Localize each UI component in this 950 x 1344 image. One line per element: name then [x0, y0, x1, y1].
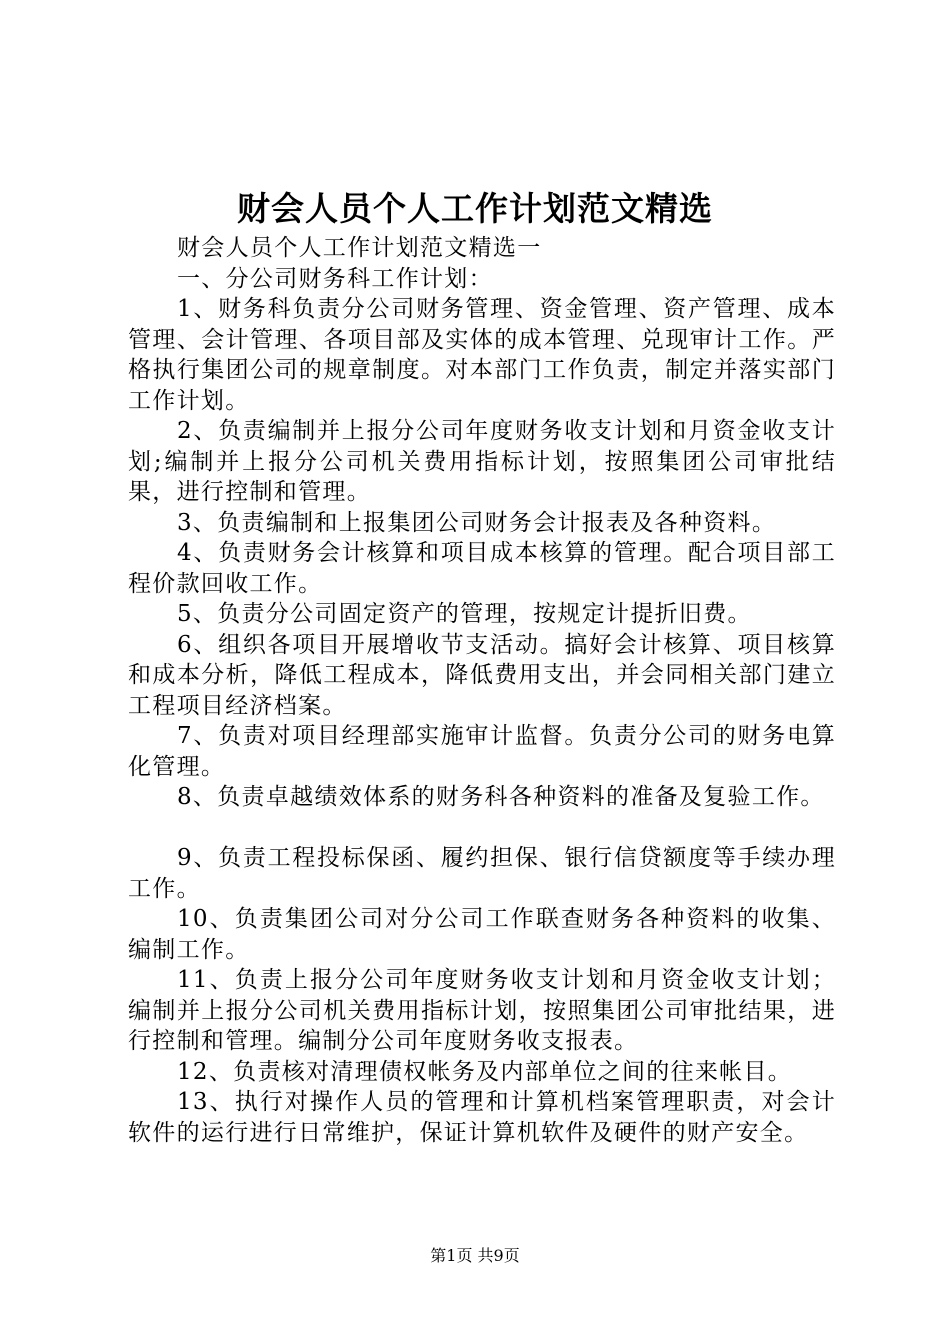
paragraph-item-2: 2、负责编制并上报分公司年度财务收支计划和月资金收支计划;编制并上报分公司机关费用指标计划，按照集团公司审批结果，进行控制和管理。 [128, 418, 836, 505]
paragraph-item-6: 6、组织各项目开展增收节支活动。搞好会计核算、项目核算和成本分析，降低工程成本，降低费用支出，并会同相关部门建立工程项目经济档案。 [128, 631, 836, 719]
paragraph-item-5: 5、负责分公司固定资产的管理，按规定计提折旧费。 [177, 601, 752, 627]
document-body [128, 233, 836, 1148]
paragraph-item-10: 10、负责集团公司对分公司工作联查财务各种资料的收集、编制工作。 [128, 906, 836, 963]
paragraph-item-9: 9、负责工程投标保函、履约担保、银行信贷额度等手续办理工作。 [128, 845, 836, 902]
paragraph-item-12: 12、负责核对清理债权帐务及内部单位之间的往来帐目。 [177, 1058, 793, 1085]
paragraph-item-4: 4、负责财务会计核算和项目成本核算的管理。配合项目部工程价款回收工作。 [128, 540, 836, 597]
paragraph-item-13: 13、执行对操作人员的管理和计算机档案管理职责，对会计软件的运行进行日常维护，保证计算机软件及硬件的财产安全。 [128, 1089, 836, 1146]
paragraph-section-heading: 一、分公司财务科工作计划： [177, 265, 493, 292]
paragraph-item-7: 7、负责对项目经理部实施审计监督。负责分公司的财务电算化管理。 [128, 723, 836, 780]
paragraph-item-11: 11、负责上报分公司年度财务收支计划和月资金收支计划；编制并上报分公司机关费用指标计划，按照集团公司审批结果，进行控制和管理。编制分公司年度财务收支报表。 [128, 967, 836, 1054]
paragraph-item-8: 8、负责卓越绩效体系的财务科各种资料的准备及复验工作。 [177, 784, 825, 810]
paragraph-item-1: 1、财务科负责分公司财务管理、资金管理、资产管理、成本管理、会计管理、各项目部及实体的成本管理、兑现审计工作。严格执行集团公司的规章制度。对本部门工作负责，制定并落实部门工作计划。 [128, 296, 836, 414]
document-title: 财会人员个人工作计划范文精选 [237, 189, 713, 228]
paragraph-item-3: 3、负责编制和上报集团公司财务会计报表及各种资料。 [177, 509, 777, 536]
paragraph-subtitle: 财会人员个人工作计划范文精选一 [177, 235, 542, 261]
page-number-footer: 第1页 共9页 [430, 1246, 520, 1265]
